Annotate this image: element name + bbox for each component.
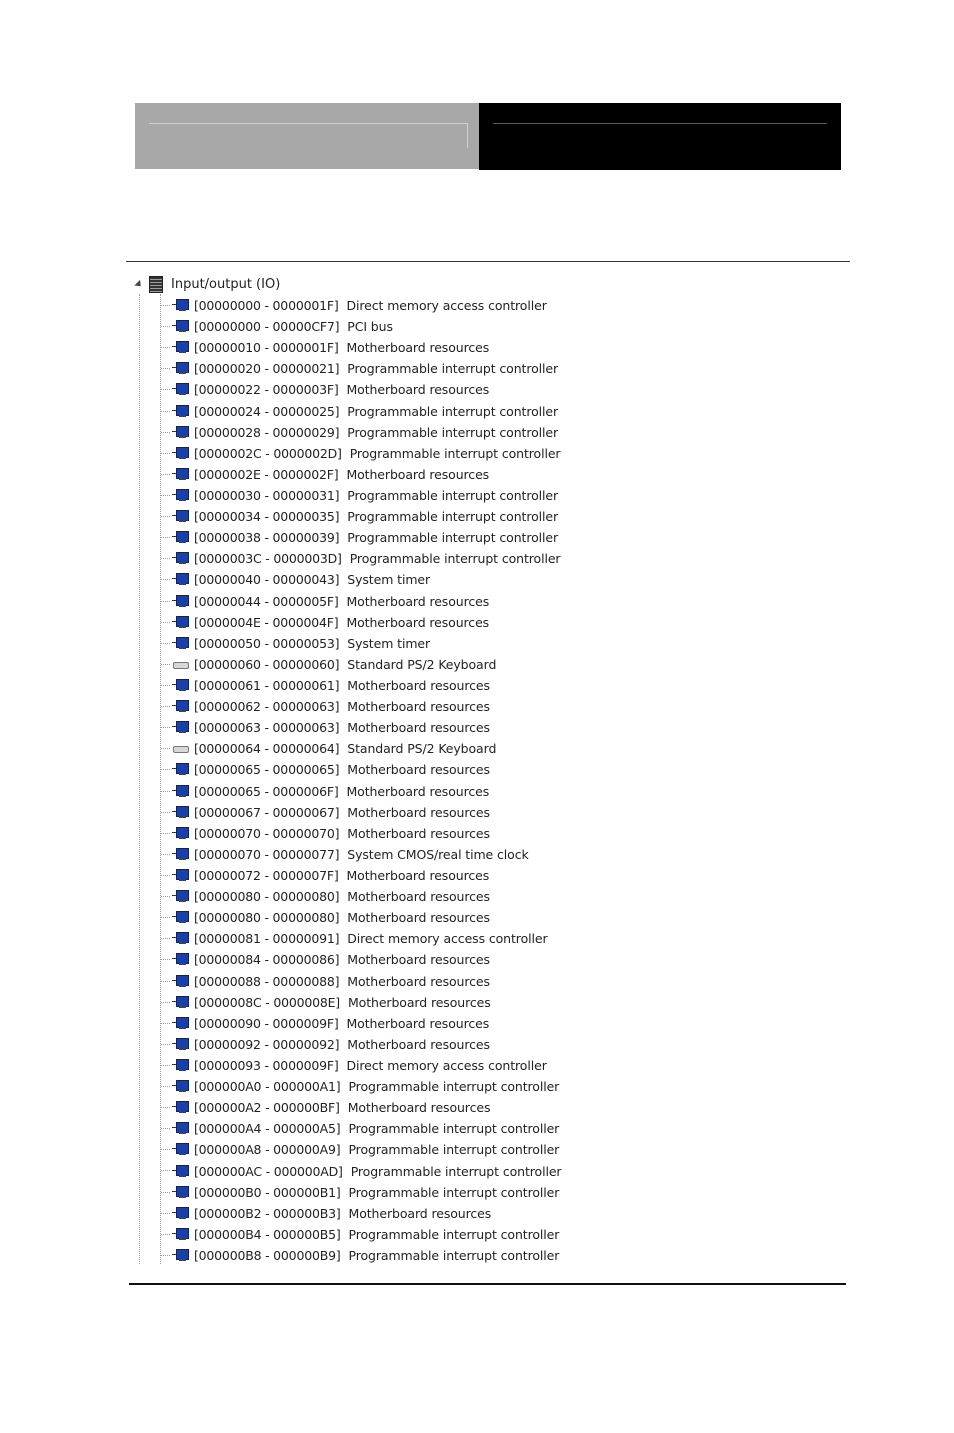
tree-branch-line (161, 601, 170, 602)
io-port-icon (172, 911, 188, 924)
io-port-icon (172, 700, 188, 713)
tree-branch-line (161, 833, 170, 834)
io-port-icon (172, 1249, 188, 1262)
device-name: Motherboard resources (347, 720, 490, 736)
device-name: Motherboard resources (347, 825, 490, 841)
io-range: [00000000 - 00000CF7] (194, 319, 340, 335)
device-name: Motherboard resources (346, 466, 490, 482)
io-range: [000000B4 - 000000B5] (194, 1226, 341, 1242)
tree-item[interactable] (132, 865, 561, 886)
tree-item[interactable] (132, 612, 561, 633)
device-name: Programmable interrupt controller (347, 488, 559, 504)
tree-branch-line (161, 1128, 170, 1129)
tree-item[interactable] (132, 464, 561, 485)
io-range: [00000050 - 00000053] (194, 635, 340, 651)
io-port-icon (172, 975, 188, 988)
tree-item[interactable] (132, 443, 561, 464)
tree-item[interactable] (132, 1139, 561, 1160)
io-range: [00000028 - 00000029] (194, 424, 340, 440)
device-name: Motherboard resources (347, 804, 490, 820)
io-port-icon (172, 405, 188, 418)
tree-item[interactable] (132, 992, 561, 1013)
io-range: [00000044 - 0000005F] (194, 593, 339, 609)
tree-branch-line (161, 1044, 170, 1045)
tree-branch-line (161, 706, 170, 707)
io-range: [00000084 - 00000086] (194, 952, 340, 968)
io-range: [00000080 - 00000080] (194, 910, 340, 926)
device-name: PCI bus (347, 319, 393, 335)
io-port-icon (172, 785, 188, 798)
tree-item[interactable] (132, 1160, 561, 1181)
io-port-icon (172, 383, 188, 396)
io-port-icon (172, 932, 188, 945)
io-port-icon (172, 468, 188, 481)
io-port-icon (172, 1186, 188, 1199)
tree-branch-line (161, 432, 170, 433)
device-name: System timer (347, 572, 431, 588)
io-range: [00000010 - 0000001F] (194, 340, 339, 356)
io-port-icon (172, 1165, 188, 1178)
io-port-icon (172, 721, 188, 734)
io-range: [000000B0 - 000000B1] (194, 1184, 341, 1200)
io-range: [00000060 - 00000060] (194, 656, 340, 672)
tree-item[interactable] (132, 971, 561, 992)
tree-branch-line (161, 1255, 170, 1256)
tree-item[interactable] (132, 1076, 561, 1097)
io-range: [00000030 - 00000031] (194, 488, 340, 504)
device-name: Programmable interrupt controller (350, 1163, 562, 1179)
device-name: Motherboard resources (347, 762, 490, 778)
device-name: Motherboard resources (347, 910, 490, 926)
device-name: Programmable interrupt controller (348, 1079, 560, 1095)
tree-item[interactable] (132, 949, 561, 970)
tree-branch-line (161, 959, 170, 960)
device-name: Motherboard resources (348, 1205, 492, 1221)
io-port-icon (172, 1017, 188, 1030)
io-port-icon (172, 1059, 188, 1072)
io-range: [00000088 - 00000088] (194, 973, 340, 989)
io-port-icon (172, 447, 188, 460)
collapse-arrow-icon[interactable] (134, 280, 143, 289)
device-name: Programmable interrupt controller (348, 1142, 560, 1158)
device-name: Programmable interrupt controller (348, 1184, 560, 1200)
tree-item[interactable] (132, 696, 561, 717)
io-port-icon (172, 552, 188, 565)
io-range: [00000040 - 00000043] (194, 572, 340, 588)
io-range: [0000003C - 0000003D] (194, 551, 342, 567)
io-range: [00000093 - 0000009F] (194, 1057, 339, 1073)
tree-branch-line (161, 1213, 170, 1214)
io-range: [00000022 - 0000003F] (194, 382, 339, 398)
device-name: Programmable interrupt controller (347, 530, 559, 546)
top-divider (126, 261, 850, 262)
tree-branch-line (161, 917, 170, 918)
io-range: [00000065 - 0000006F] (194, 783, 339, 799)
device-name: Programmable interrupt controller (349, 551, 561, 567)
tree-item[interactable] (132, 675, 561, 696)
io-port-icon (172, 531, 188, 544)
tree-branch-line (161, 326, 170, 327)
tree-branch-line (161, 347, 170, 348)
tree-item[interactable] (132, 379, 561, 400)
io-range: [00000000 - 0000001F] (194, 298, 339, 314)
tree-branch-line (161, 896, 170, 897)
io-range: [00000020 - 00000021] (194, 361, 340, 377)
io-range: [00000070 - 00000077] (194, 846, 340, 862)
io-port-icon (172, 1080, 188, 1093)
io-range: [00000034 - 00000035] (194, 509, 340, 525)
device-name: Motherboard resources (347, 1036, 490, 1052)
tree-branch-line (161, 474, 170, 475)
device-name: Motherboard resources (346, 614, 490, 630)
io-port-icon (172, 763, 188, 776)
io-range: [00000081 - 00000091] (194, 931, 340, 947)
device-name: Motherboard resources (347, 678, 490, 694)
tree-branch-line (161, 643, 170, 644)
tree-item[interactable] (132, 316, 561, 337)
tree-item[interactable] (132, 759, 561, 780)
tree-branch-line (161, 622, 170, 623)
device-name: Motherboard resources (346, 340, 490, 356)
tree-branch-line (161, 305, 170, 306)
tree-item[interactable] (132, 1245, 561, 1266)
device-name: Programmable interrupt controller (349, 445, 561, 461)
tree-branch-line (161, 748, 170, 749)
tree-branch-line (161, 854, 170, 855)
io-port-icon (172, 1122, 188, 1135)
device-name: Motherboard resources (347, 699, 490, 715)
device-name: Direct memory access controller (346, 1057, 547, 1073)
device-name: Motherboard resources (347, 994, 491, 1010)
io-port-icon (172, 510, 188, 523)
tree-item[interactable] (132, 422, 561, 443)
io-port-icon (172, 1038, 188, 1051)
device-name: Direct memory access controller (346, 298, 547, 314)
tree-item[interactable] (132, 591, 561, 612)
tree-item[interactable] (132, 1034, 561, 1055)
device-name: System timer (347, 635, 431, 651)
tree-item[interactable] (132, 1013, 561, 1034)
tree-branch-line (161, 1023, 170, 1024)
tree-branch-line (161, 812, 170, 813)
tree-item[interactable] (132, 717, 561, 738)
tree-item[interactable] (132, 654, 561, 675)
device-name: Standard PS/2 Keyboard (347, 741, 497, 757)
tree-branch-line (161, 727, 170, 728)
device-name: Motherboard resources (347, 889, 490, 905)
tree-node-label: Input/output (IO) (171, 277, 281, 292)
tree-item[interactable] (132, 886, 561, 907)
device-name: Programmable interrupt controller (347, 361, 559, 377)
tree-branch-line (161, 1234, 170, 1235)
tree-item[interactable] (132, 1182, 561, 1203)
device-name: Motherboard resources (347, 952, 490, 968)
header-right-bar (479, 103, 841, 170)
device-name: Motherboard resources (346, 868, 490, 883)
tree-item[interactable] (132, 1224, 561, 1245)
tree-item[interactable] (132, 1203, 561, 1224)
tree-branch-line (161, 1149, 170, 1150)
device-name: Programmable interrupt controller (348, 1226, 560, 1242)
io-range: [000000A4 - 000000A5] (194, 1121, 341, 1137)
io-range: [00000062 - 00000063] (194, 699, 340, 715)
tree-item[interactable] (132, 928, 561, 949)
tree-item[interactable] (132, 738, 561, 759)
io-range: [0000004E - 0000004F] (194, 614, 339, 630)
tree-branch-line (161, 453, 170, 454)
io-range: [00000065 - 00000065] (194, 762, 340, 778)
device-name: Standard PS/2 Keyboard (347, 656, 497, 672)
io-range: [00000070 - 00000070] (194, 825, 340, 841)
tree-children (132, 295, 561, 1266)
tree-branch-line (161, 875, 170, 876)
io-port-icon (172, 679, 188, 692)
io-range: [00000090 - 0000009F] (194, 1015, 339, 1031)
tree-branch-line (161, 685, 170, 686)
tree-branch-line (161, 938, 170, 939)
device-tree (132, 274, 852, 1264)
io-port-icon (172, 869, 188, 882)
tree-branch-line (161, 1002, 170, 1003)
io-range: [000000A2 - 000000BF] (194, 1100, 340, 1116)
io-range: [000000B2 - 000000B3] (194, 1205, 341, 1221)
device-name: Programmable interrupt controller (347, 509, 559, 525)
io-range: [00000067 - 00000067] (194, 804, 340, 820)
io-range: [00000080 - 00000080] (194, 889, 340, 905)
tree-item[interactable] (132, 337, 561, 358)
io-range: [00000063 - 00000063] (194, 720, 340, 736)
io-port-icon (172, 616, 188, 629)
tree-branch-line (161, 1086, 170, 1087)
io-range: [00000072 - 0000007F] (194, 868, 339, 883)
header-left-bar (135, 103, 479, 169)
tree-branch-line (161, 1065, 170, 1066)
tree-item[interactable] (132, 1097, 561, 1118)
io-port-icon (172, 320, 188, 333)
io-port-icon (172, 426, 188, 439)
tree-item[interactable] (132, 295, 561, 316)
tree-item[interactable] (132, 1118, 561, 1139)
tree-item[interactable] (132, 527, 561, 548)
tree-item[interactable] (132, 802, 561, 823)
device-name: Motherboard resources (346, 382, 490, 398)
tree-branch-line (161, 411, 170, 412)
bottom-divider (129, 1283, 846, 1285)
tree-branch-line (161, 537, 170, 538)
io-port-icon (172, 489, 188, 502)
io-port-icon (172, 806, 188, 819)
io-port-icon (172, 1228, 188, 1241)
tree-branch-line (161, 791, 170, 792)
io-port-icon (172, 996, 188, 1009)
io-port-icon (172, 953, 188, 966)
tree-branch-line (161, 558, 170, 559)
io-port-icon (172, 1143, 188, 1156)
tree-item[interactable] (132, 823, 561, 844)
io-range: [0000008C - 0000008E] (194, 994, 340, 1010)
io-range: [00000061 - 00000061] (194, 678, 340, 694)
io-port-icon (172, 341, 188, 354)
tree-item[interactable] (132, 401, 561, 422)
io-port-icon (172, 1101, 188, 1114)
io-port-icon (172, 1207, 188, 1220)
tree-branch-line (161, 1192, 170, 1193)
tree-branch-line (161, 1170, 170, 1171)
io-port-icon (172, 890, 188, 903)
io-range: [00000064 - 00000064] (194, 741, 340, 757)
keyboard-icon (172, 742, 188, 755)
io-port-icon (172, 637, 188, 650)
tree-branch-line (161, 389, 170, 390)
device-name: Motherboard resources (347, 973, 490, 989)
tree-item[interactable] (132, 485, 561, 506)
tree-item[interactable] (132, 844, 561, 865)
tree-item[interactable] (132, 569, 561, 590)
tree-branch-line (161, 664, 170, 665)
io-range: [000000B8 - 000000B9] (194, 1247, 341, 1263)
device-name: Programmable interrupt controller (347, 403, 559, 419)
io-port-icon (172, 362, 188, 375)
io-range: [000000A0 - 000000A1] (194, 1079, 341, 1095)
io-range: [0000002E - 0000002F] (194, 466, 339, 482)
device-name: Motherboard resources (346, 783, 490, 799)
header-right-rule (493, 123, 827, 124)
io-range: [00000038 - 00000039] (194, 530, 340, 546)
device-name: Direct memory access controller (347, 931, 548, 947)
io-port-icon (172, 299, 188, 312)
tree-branch-line (161, 495, 170, 496)
io-port-icon (172, 827, 188, 840)
tree-branch-line (161, 1107, 170, 1108)
tree-branch-line (161, 516, 170, 517)
device-name: System CMOS/real time clock (347, 846, 529, 862)
io-category-icon (149, 276, 163, 293)
tree-branch-line (161, 769, 170, 770)
io-range: [000000A8 - 000000A9] (194, 1142, 341, 1158)
header-left-rule (149, 123, 468, 148)
device-name: Motherboard resources (346, 1015, 490, 1031)
tree-item[interactable] (132, 548, 561, 569)
tree-item[interactable] (132, 907, 561, 928)
keyboard-icon (172, 658, 188, 671)
tree-node-input-output[interactable] (132, 274, 280, 295)
device-name: Programmable interrupt controller (348, 1121, 560, 1137)
device-name: Motherboard resources (347, 1100, 491, 1116)
io-port-icon (172, 595, 188, 608)
tree-item[interactable] (132, 1055, 561, 1076)
tree-branch-line (161, 579, 170, 580)
device-name: Motherboard resources (346, 593, 490, 609)
io-range: [00000092 - 00000092] (194, 1036, 340, 1052)
io-range: [0000002C - 0000002D] (194, 445, 342, 461)
tree-item[interactable] (132, 506, 561, 527)
tree-item[interactable] (132, 781, 561, 802)
tree-branch-line (161, 981, 170, 982)
io-port-icon (172, 848, 188, 861)
io-range: [00000024 - 00000025] (194, 403, 340, 419)
tree-branch-line (161, 368, 170, 369)
io-range: [000000AC - 000000AD] (194, 1163, 343, 1179)
tree-item[interactable] (132, 633, 561, 654)
device-name: Programmable interrupt controller (348, 1247, 560, 1263)
tree-item[interactable] (132, 358, 561, 379)
device-name: Programmable interrupt controller (347, 424, 559, 440)
io-port-icon (172, 573, 188, 586)
